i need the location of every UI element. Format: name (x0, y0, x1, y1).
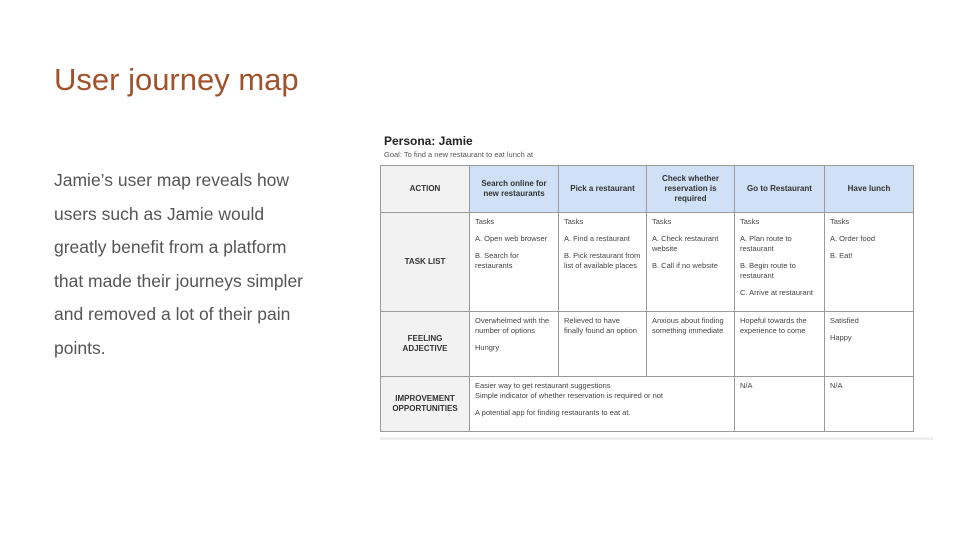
stage-header: Check whether reservation is required (647, 166, 735, 213)
feeling-cell (825, 312, 914, 377)
improvement-item: Simple indicator of whether reservation is required or not (475, 391, 664, 400)
task-item: B. Eat! (830, 251, 853, 260)
task-item: B. Pick restaurant from list of available places (564, 251, 641, 270)
feeling-row (381, 312, 914, 377)
improvement-cell: N/A (825, 377, 914, 432)
task-item: A. Order food (830, 234, 876, 243)
task-cell (735, 213, 825, 312)
row-label-improvement: IMPROVEMENT OPPORTUNITIES (381, 377, 470, 432)
task-item: B. Begin route to restaurant (740, 261, 796, 280)
task-cell (647, 213, 735, 312)
stage-header: Go to Restaurant (735, 166, 825, 213)
task-item: C. Arrive at restaurant (740, 288, 813, 297)
task-cell (470, 213, 559, 312)
task-item: Tasks (564, 217, 584, 226)
row-label-action: ACTION (381, 166, 470, 213)
feeling-item: Hopeful towards the experience to come (740, 316, 807, 335)
task-cell (825, 213, 914, 312)
feeling-item: Satisfied (830, 316, 859, 325)
improvement-row (381, 377, 914, 432)
stage-header: Have lunch (825, 166, 914, 213)
task-item: A. Find a restaurant (564, 234, 630, 243)
task-item: A. Plan route to restaurant (740, 234, 792, 253)
feeling-cell (470, 312, 559, 377)
task-item: Tasks (652, 217, 672, 226)
stage-header: Search online for new restaurants (470, 166, 559, 213)
task-item: Tasks (830, 217, 850, 226)
feeling-cell (647, 312, 735, 377)
task-item: Tasks (740, 217, 760, 226)
table-shadow (380, 437, 933, 440)
improvement-cell: N/A (735, 377, 825, 432)
journey-table (380, 165, 914, 432)
feeling-item: Anxious about finding something immediate (652, 316, 724, 335)
improvement-item: A potential app for finding restaurants to eat at. (475, 408, 631, 417)
row-label-tasks: TASK LIST (381, 213, 470, 312)
persona-title: Persona: Jamie (384, 134, 473, 148)
improvement-cell (470, 377, 735, 432)
feeling-item: Hungry (475, 343, 500, 352)
task-item: B. Call if no website (652, 261, 718, 270)
feeling-cell (559, 312, 647, 377)
feeling-item: Overwhelmed with the number of options (475, 316, 550, 335)
feeling-cell (735, 312, 825, 377)
row-label-feeling: FEELING ADJECTIVE (381, 312, 470, 377)
task-item: B. Search for restaurants (475, 251, 519, 270)
task-item: A. Open web browser (475, 234, 548, 243)
feeling-item: Relieved to have finally found an option (564, 316, 637, 335)
task-item: Tasks (475, 217, 495, 226)
improvement-item: Easier way to get restaurant suggestions (475, 381, 611, 390)
slide-title: User journey map (54, 62, 299, 97)
persona-goal: Goal: To find a new restaurant to eat lunch at (384, 150, 534, 159)
task-item: A. Check restaurant website (652, 234, 719, 253)
slide-body-text: Jamie’s user map reveals how users such as Jamie would greatly benefit from a platform that made their journeys simpler and removed a lot of their pain points. (54, 170, 303, 358)
stage-header: Pick a restaurant (559, 166, 647, 213)
feeling-item: Happy (830, 333, 852, 342)
action-row (381, 166, 914, 213)
task-cell (559, 213, 647, 312)
journey-map-figure (380, 132, 935, 432)
task-list-row (381, 213, 914, 312)
